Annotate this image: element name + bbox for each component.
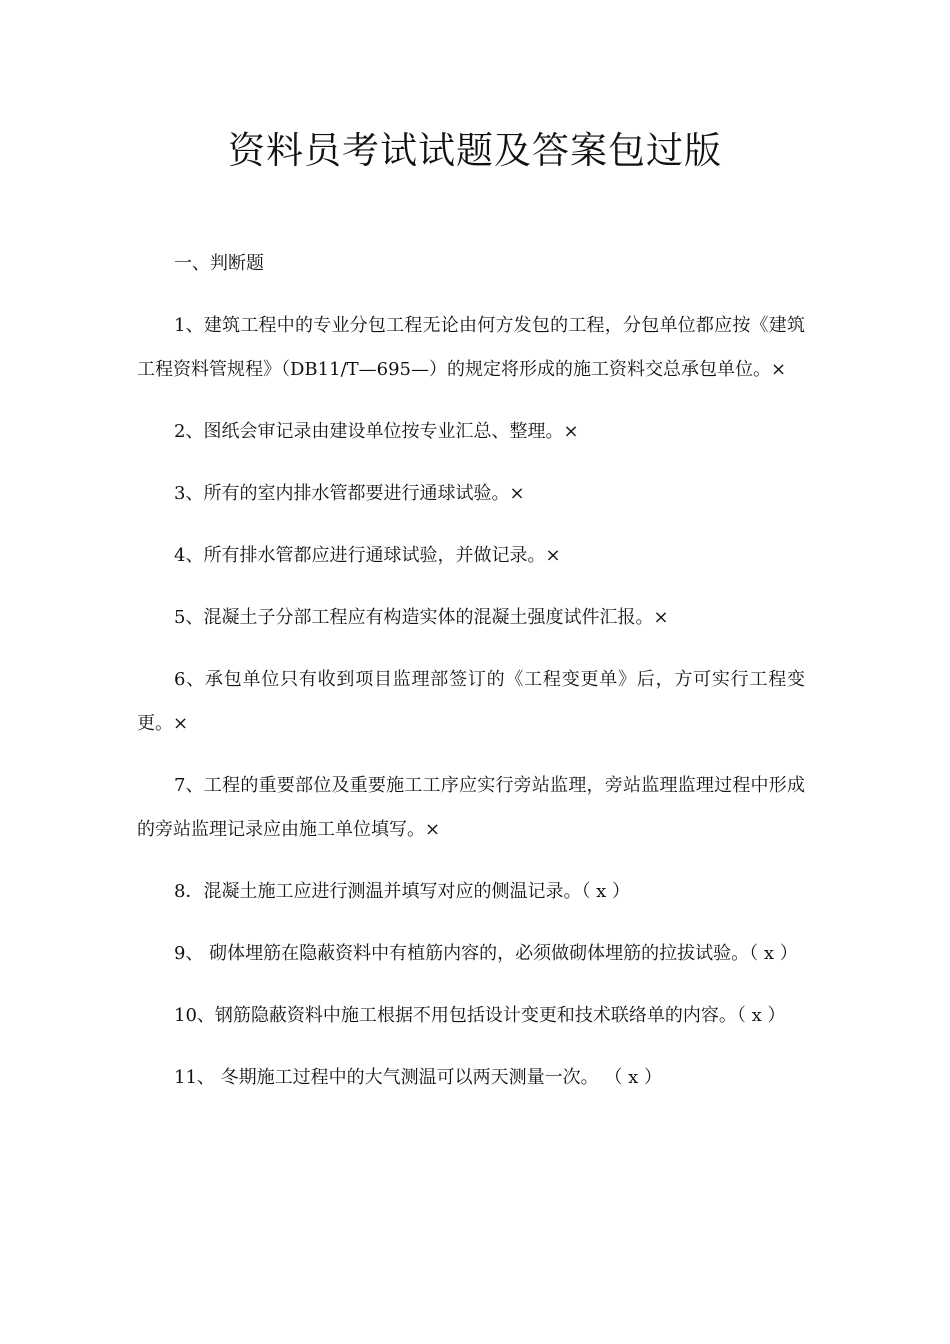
question-5: 5、混凝土子分部工程应有构造实体的混凝土强度试件汇报。× <box>174 607 669 628</box>
question-8: 8．混凝土施工应进行测温并填写对应的侧温记录。（ x ） <box>174 881 631 902</box>
question-2: 2、图纸会审记录由建设单位按专业汇总、整理。× <box>174 421 579 442</box>
question-11: 11、 冬期施工过程中的大气测温可以两天测量一次。 （ x ） <box>174 1067 662 1088</box>
section-heading: 一、判断题 <box>174 253 264 274</box>
question-7: 7、工程的重要部位及重要施工工序应实行旁站监理，旁站监理监理过程中形成的旁站监理记录应由施工单位填写。× <box>137 775 805 840</box>
question-6: 6、承包单位只有收到项目监理部签订的《工程变更单》后，方可实行工程变更。× <box>137 669 805 734</box>
question-1: 1、建筑工程中的专业分包工程无论由何方发包的工程，分包单位都应按《建筑工程资料管规程》（DB11/T—695—）的规定将形成的施工资料交总承包单位。× <box>137 315 805 380</box>
question-10: 10、钢筋隐蔽资料中施工根据不用包括设计变更和技术联络单的内容。（ x ） <box>174 1005 786 1026</box>
question-4: 4、所有排水管都应进行通球试验，并做记录。× <box>174 545 561 566</box>
question-9: 9、 砌体埋筋在隐蔽资料中有植筋内容的，必须做砌体埋筋的拉拔试验。（ x ） <box>174 943 798 964</box>
document-body <box>137 242 805 1118</box>
document-title: 资料员考试试题及答案包过版 <box>228 129 722 172</box>
question-3: 3、所有的室内排水管都要进行通球试验。× <box>174 483 525 504</box>
